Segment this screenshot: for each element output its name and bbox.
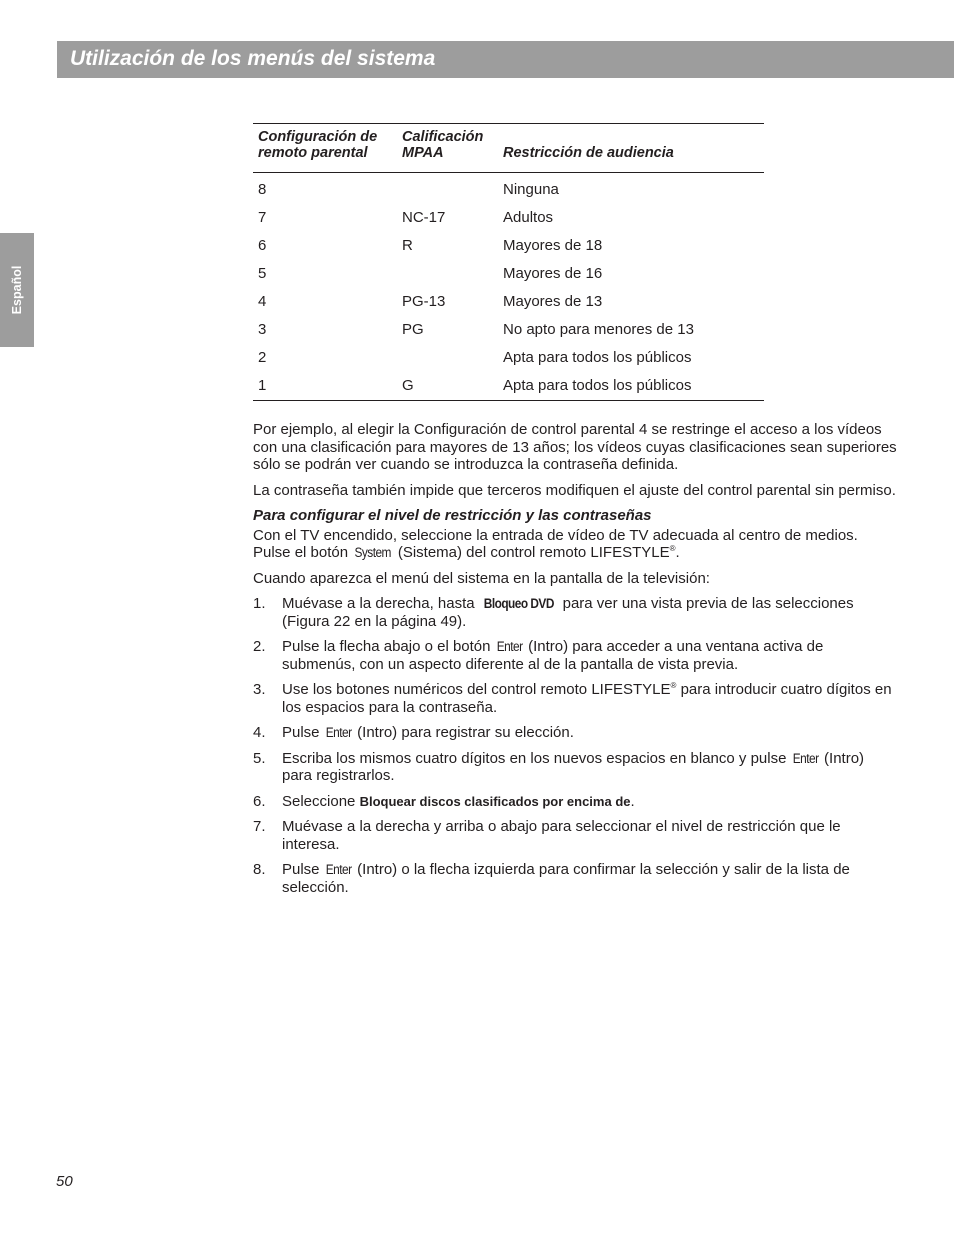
registered-mark: ® [670,681,677,690]
parental-rating-table [253,123,764,401]
menu-option-name: Bloquear discos clasificados por encima de [359,793,631,809]
list-item [253,750,898,785]
procedure-heading: Para configurar el nivel de restricción y las contraseñas [253,507,652,524]
example-paragraph: Por ejemplo, al elegir la Configuración de control parental 4 se restringe el acceso a los vídeos con una clasificación para mayores de 13 años; los vídeos cuyas clasificaciones sean superiores sólo se podrán ver cuando se introduzca la contraseña definida. [253,421,897,473]
cell-setting: 1 [253,372,397,401]
cell-restriction: Ninguna [503,181,559,198]
enter-button-name: Enter [496,639,523,654]
step-text-b: . [630,792,635,810]
cell-restriction: Apta para todos los públicos [503,349,692,366]
language-side-tab [0,233,34,347]
list-item [253,793,898,811]
cell-restriction: Apta para todos los públicos [498,372,764,401]
cell-restriction: Mayores de 18 [503,237,603,254]
step-number: 2. [253,638,266,655]
step-text-a: Pulse la flecha abajo o el botón [282,638,495,655]
cell-restriction: Mayores de 16 [503,265,603,282]
step-number: 1. [253,595,266,612]
step-number: 5. [253,749,266,767]
step-number: 7. [253,818,266,835]
step-number: 6. [253,792,266,810]
step-number: 8. [253,861,266,878]
menu-item-name: Bloqueo DVD [483,596,554,611]
cell-mpaa: PG-13 [402,293,446,310]
column-header-mpaa-rating: Calificación MPAA [397,124,498,173]
list-item [253,861,898,896]
cell-mpaa: R [402,237,413,254]
step-text-a: Pulse [282,861,324,878]
step-text-b: para ver una vista previa de las selecciones (Figura 22 en la página 49). [282,595,854,630]
registered-mark: ® [669,544,676,553]
menu-intro-paragraph: Cuando aparezca el menú del sistema en la pantalla de la televisión: [253,569,710,587]
table-header-row [253,124,764,173]
step-text-a: Muévase a la derecha, hasta [282,595,479,612]
table-row [253,372,764,401]
table-row [253,344,764,372]
cell-restriction: Adultos [503,209,554,226]
cell-setting: 4 [258,293,267,310]
step-text-b: para introducir cuatro dígitos en los espacios para la contraseña. [282,681,892,716]
setup-text-b: (Sistema) del control remoto LIFESTYLE [393,544,670,561]
cell-mpaa [397,344,498,372]
step-text-a: Escriba los mismos cuatro dígitos en los nuevos espacios en blanco y pulse [282,749,791,767]
column-header-audience-restriction: Restricción de audiencia [498,124,764,173]
step-number: 4. [253,724,266,741]
cell-mpaa: NC-17 [402,209,446,226]
cell-restriction: Mayores de 13 [503,293,603,310]
list-item [253,818,898,853]
cell-mpaa: G [397,372,498,401]
table-row [253,288,764,316]
cell-mpaa [397,173,498,205]
step-number: 3. [253,681,266,698]
step-text-a: Seleccione [282,792,360,810]
section-header-bar [57,41,954,78]
cell-mpaa: PG [402,321,424,338]
step-text-a: Pulse [282,724,324,741]
password-paragraph: La contraseña también impide que terceros modifiquen el ajuste del control parental sin permiso. [253,481,896,499]
list-item [253,638,898,673]
table-row [253,173,764,205]
list-item [253,595,898,630]
table-row [253,316,764,344]
enter-button-name: Enter [792,750,819,766]
step-text-b: (Intro) o la flecha izquierda para confirmar la selección y salir de la lista de selección. [282,861,850,896]
page-number: 50 [56,1173,73,1190]
cell-setting: 6 [258,237,267,254]
cell-mpaa [397,260,498,288]
enter-button-name: Enter [325,725,352,740]
cell-setting: 8 [258,181,267,198]
system-button-name: System [354,545,392,560]
cell-setting: 7 [258,209,267,226]
step-text-b: (Intro) para acceder a una ventana activa de submenús, con un aspecto diferente al de la pantalla de vista previa. [282,638,824,673]
body-content [253,421,898,904]
list-item [253,724,898,742]
setup-text-c: . [675,544,680,561]
table-row [253,232,764,260]
setup-paragraph [253,527,898,562]
step-text-a: Muévase a la derecha y arriba o abajo para seleccionar el nivel de restricción que le interesa. [282,818,841,853]
table-row [253,260,764,288]
table-row [253,204,764,232]
step-text-a: Use los botones numéricos del control remoto LIFESTYLE [282,681,671,698]
step-text-b: (Intro) para registrar su elección. [352,724,574,741]
enter-button-name: Enter [325,862,352,877]
setup-text-a: Con el TV encendido, seleccione la entrada de vídeo de TV adecuada al centro de medios. Pulse el botón [253,526,858,561]
cell-setting: 2 [258,349,267,366]
cell-setting: 3 [258,321,267,338]
section-title: Utilización de los menús del sistema [70,47,436,70]
language-tab-label: Español [10,265,24,315]
column-header-parental-setting: Configuración de remoto parental [253,124,397,173]
steps-list [253,595,898,896]
cell-restriction: No apto para menores de 13 [503,321,694,338]
list-item [253,681,898,716]
step-text-b: (Intro) para registrarlos. [282,749,865,784]
cell-setting: 5 [258,265,267,282]
